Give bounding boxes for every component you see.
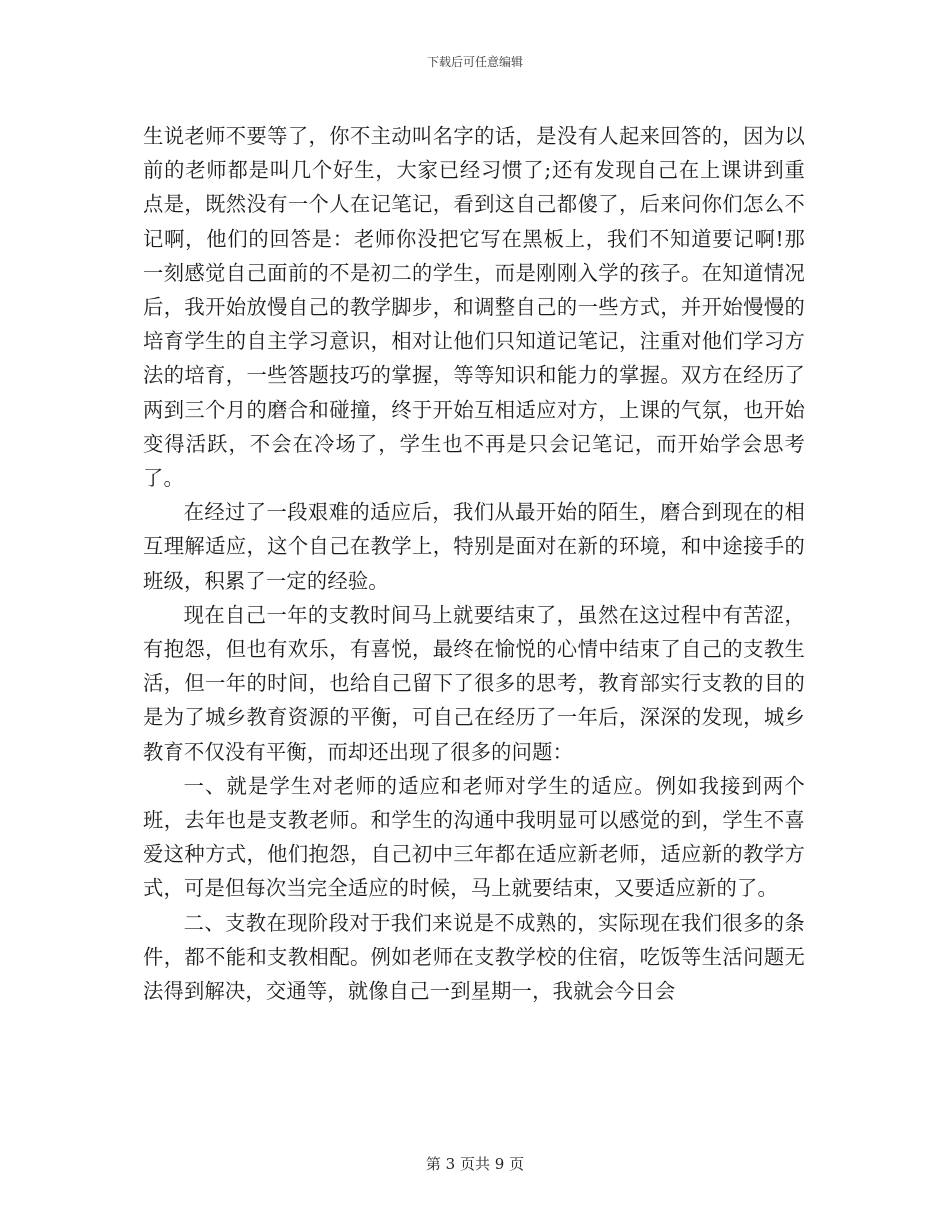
- paragraph-1: 生说老师不要等了，你不主动叫名字的话，是没有人起来回答的，因为以前的老师都是叫几个好生，大家已经习惯了;还有发现自己在上课讲到重点是，既然没有一个人在记笔记，看到这自己都傻了，后来问你们怎么不记啊，他们的回答是：老师你没把它写在黑板上，我们不知道要记啊!那一刻感觉自己面前的不是初二的学生，而是刚刚入学的孩子。在知道情况后，我开始放慢自己的教学脚步，和调整自己的一些方式，并开始慢慢的培育学生的自主学习意识，相对让他们只知道记笔记，注重对他们学习方法的培育，一些答题技巧的掌握，等等知识和能力的掌握。双方在经历了两到三个月的磨合和碰撞，终于开始互相适应对方，上课的气氛，也开始变得活跃，不会在冷场了，学生也不再是只会记笔记，而开始学会思考了。: [143, 124, 805, 491]
- paragraph-2: 在经过了一段艰难的适应后，我们从最开始的陌生，磨合到现在的相互理解适应，这个自己在教学上，特别是面对在新的环境，和中途接手的班级，积累了一定的经验。: [143, 500, 805, 593]
- page-footer: [0, 1154, 950, 1174]
- header-note: 下载后可任意编辑: [426, 55, 523, 69]
- paragraph-3: 现在自己一年的支教时间马上就要结束了，虽然在这过程中有苦涩，有抱怨，但也有欢乐，有喜悦，最终在愉悦的心情中结束了自己的支教生活，但一年的时间，也给自己留下了很多的思考，教育部实行支教的目的是为了城乡教育资源的平衡，可自己在经历了一年后，深深的发现，城乡教育不仅没有平衡，而却还出现了很多的问题：: [143, 602, 805, 764]
- page-number: 第 3 页共 9 页: [425, 1155, 525, 1173]
- page-header: [0, 54, 950, 70]
- document-body: [143, 119, 805, 1008]
- paragraph-4: 一、就是学生对老师的适应和老师对学生的适应。例如我接到两个班，去年也是支教老师。和学生的沟通中我明显可以感觉的到，学生不喜爱这种方式，他们抱怨，自己初中三年都在适应新老师，适应新的教学方式，可是但每次当完全适应的时候，马上就要结束，又要适应新的了。: [143, 773, 805, 901]
- paragraph-5: 二、支教在现阶段对于我们来说是不成熟的，实际现在我们很多的条件，都不能和支教相配。例如老师在支教学校的住宿，吃饭等生活问题无法得到解决，交通等，就像自己一到星期一，我就会今日会: [143, 910, 805, 1004]
